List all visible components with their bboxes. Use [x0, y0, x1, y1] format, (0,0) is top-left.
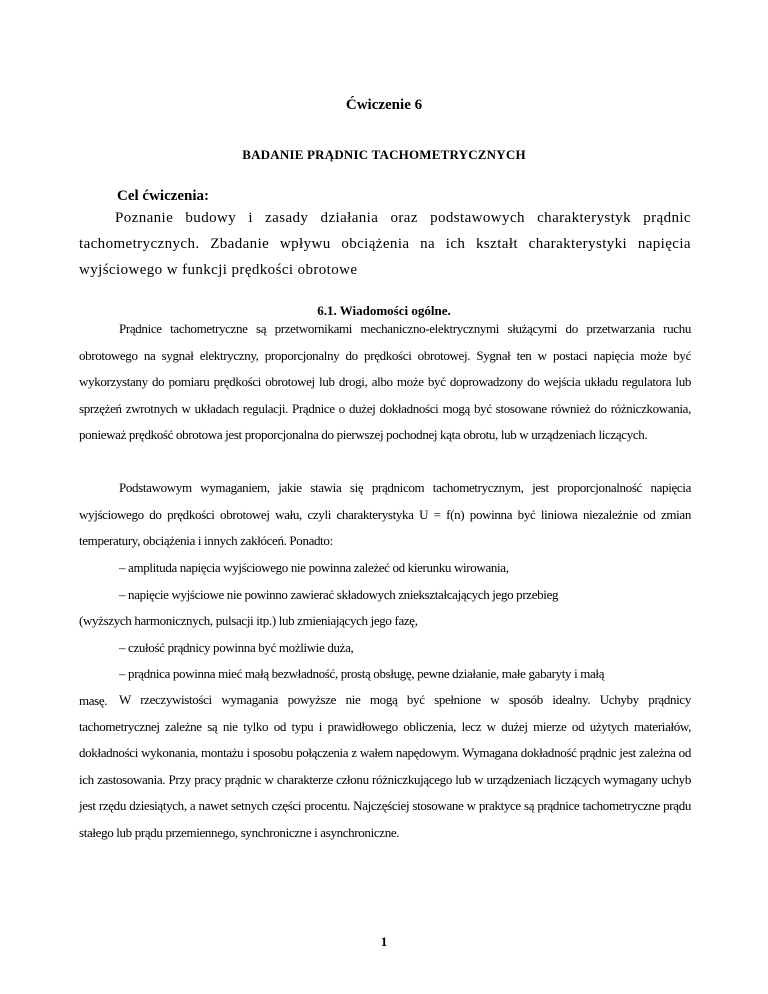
- list-item-text: masę.: [79, 692, 108, 708]
- page-number: 1: [380, 934, 388, 949]
- list-item-text: (wyższych harmonicznych, pulsacji itp.) lub zmieniających jego fazę,: [79, 613, 418, 628]
- aim-paragraph: [79, 205, 691, 283]
- list-item-text: – amplituda napięcia wyjściowego nie powinna zależeć od kierunku wirowania,: [119, 560, 509, 575]
- paragraph-1-text: Prądnice tachometryczne są przetwornikami mechaniczno-elektrycznymi służącymi do przetwarzania ruchu obrotowego na sygnał elektryczny, proporcjonalny do prędkości obrotowej. Sygnał ten w postaci napięcia może być wykorzystany do pomiaru prędkości obrotowej lub drogi, albo może być doprowadzony do wejścia układu regulatora lub sprzężeń zwrotnych w układach regulacji. Prądnice o dużej dokładności mogą być stosowane również do różniczkowania, ponieważ prędkość obrotowa jest proporcjonalna do pierwszej pochodnej kąta obrotu, lub w urządzeniach liczących.: [79, 321, 691, 442]
- paragraph-3-text: W rzeczywistości wymagania powyższe nie mogą być spełnione w sposób idealny. Uchyby prądnicy tachometrycznej zależne są nie tylko od typu i prawidłowego obliczenia, lecz w dużej mierze od użytych materiałów, dokładności wykonania, montażu i sposobu połączenia z wałem napędowym. Wymagana dokładność prądnic jest zależna od ich zastosowania. Przy pracy prądnic w charakterze członu różniczkującego lub w urządzeniach liczących wymagany uchyb jest rzędu dziesiątych, a nawet setnych części procentu. Najczęściej stosowane w praktyce są prądnice tachometryczne prądu stałego lub prądu przemiennego, synchroniczne i asynchroniczne.: [79, 692, 691, 840]
- exercise-title: Ćwiczenie 6: [345, 97, 423, 113]
- list-item-text: – napięcie wyjściowe nie powinno zawierać składowych zniekształcających jego przebieg: [119, 586, 559, 602]
- list-item: [79, 608, 691, 635]
- paragraph-2-text: Podstawowym wymaganiem, jakie stawia się prądnicom tachometrycznym, jest proporcjonalność napięcia wyjściowego do prędkości obrotowej wału, czyli charakterystyka U = f(n) powinna być liniowa niezależnie od zmian temperatury, obciążenia i innych zakłóceń. Ponadto:: [79, 480, 691, 548]
- list-item: [79, 555, 691, 582]
- paragraph-3: [79, 687, 691, 846]
- list-item: [79, 582, 691, 609]
- exercise-subtitle: BADANIE PRĄDNIC TACHOMETRYCZNYCH: [242, 147, 526, 162]
- list-item: [79, 635, 691, 662]
- aim-text: Poznanie budowy i zasady działania oraz podstawowych charakterystyk prądnic tachometrycznych. Zbadanie wpływu obciążenia na ich kształt charakterystyki napięcia wyjściowego w funkcji prędkości obrotowe: [79, 210, 691, 278]
- paragraph-2: [79, 475, 691, 555]
- paragraph-1: [79, 316, 691, 449]
- section-heading: 6.1. Wiadomości ogólne.: [317, 303, 451, 318]
- list-item-text: – prądnica powinna mieć małą bezwładność, prostą obsługę, pewne działanie, małe gabaryty i małą: [119, 666, 605, 681]
- list-item: [79, 661, 691, 688]
- aim-heading: Cel ćwiczenia:: [117, 188, 210, 204]
- list-item-text: – czułość prądnicy powinna być możliwie duża,: [119, 639, 354, 655]
